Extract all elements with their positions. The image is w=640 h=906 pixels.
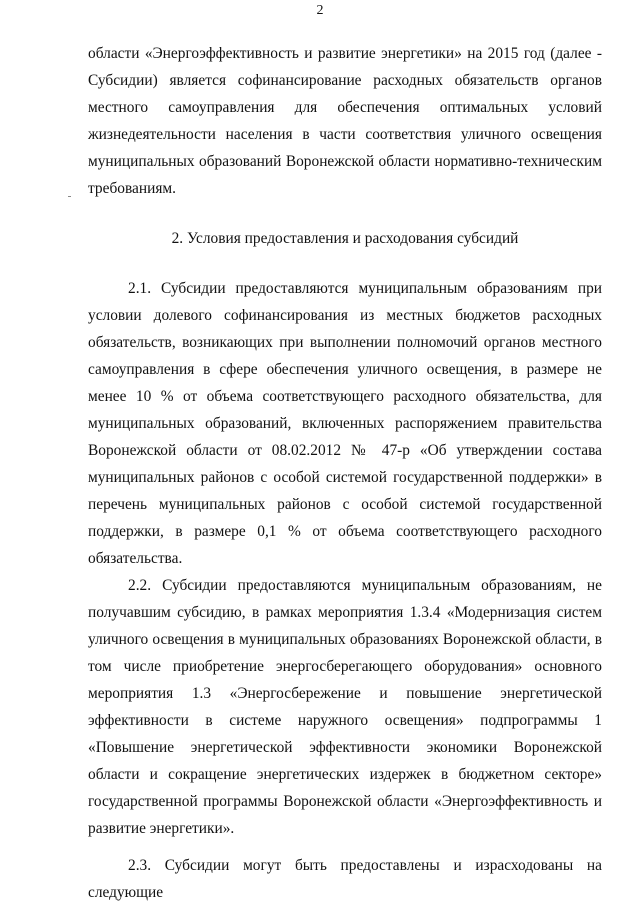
paragraph-2-3: 2.3. Субсидии могут быть предоставлены и израсходованы на следующие [88,857,602,901]
paragraph-2-1: 2.1. Субсидии предоставляются муниципальным образованиям при условии долевого софинансирования из местных бюджетов расходных обязательств, возникающих при выполнении полномочий органов местного самоуправления в сфере обеспечения уличного освещения, в размере не менее 10 % от объема соответствующего расходного обязательства, для муниципальных образований, включенных распоряжением правительства Воронежской области от 08.02.2012 № 47-р «Об утверждении состава муниципальных районов с особой системой государственной поддержки» в перечень муниципальных районов с особой системой государственной поддержки, в размере 0,1 % от объема соответствующего расходного обязательства. [88,280,602,567]
margin-mark [68,196,71,197]
page-number: 2 [316,3,324,18]
paragraph-2-2: 2.2. Субсидии предоставляются муниципальным образованиям, не получавшим субсидию, в рамках мероприятия 1.3.4 «Модернизация систем уличного освещения в муниципальных образованиях Воронежской области, в том числе приобретение энергосберегающего оборудования» основного мероприятия 1.3 «Энергосбережение и повышение энергетической эффективности в системе наружного освещения» подпрограммы 1 «Повышение энергетической эффективности экономики Воронежской области и сокращение энергетических издержек в бюджетном секторе» государственной программы Воронежской области «Энергоэффективность и развитие энергетики». [88,577,602,837]
paragraph-intro: области «Энергоэффективность и развитие энергетики» на 2015 год (далее - Субсидии) является софинансирование расходных обязательств органов местного самоуправления для обеспечения оптимальных условий жизнедеятельности населения в части соответствия уличного освещения муниципальных образований Воронежской области нормативно-техническим требованиям. [88,45,602,197]
document-body [88,40,602,906]
section-heading: 2. Условия предоставления и расходования субсидий [171,230,519,247]
